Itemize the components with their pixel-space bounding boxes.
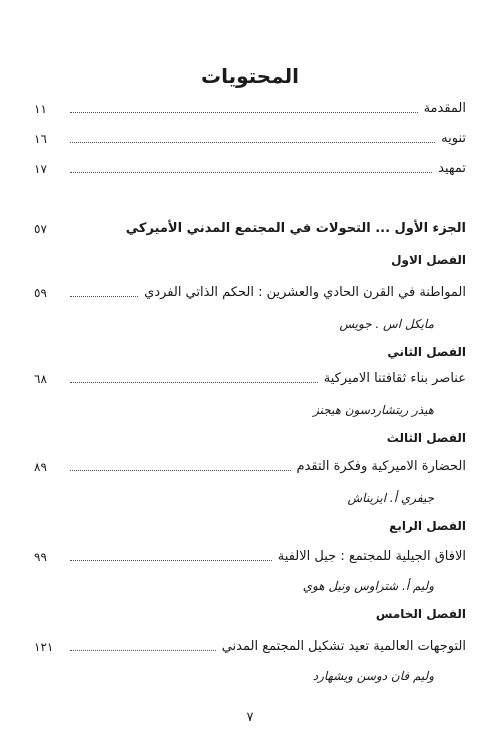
entry-label: الافاق الجيلية للمجتمع : جيل الالفية	[277, 549, 466, 564]
entry-page: ١١	[34, 102, 47, 116]
dot-leader	[70, 232, 120, 233]
toc-entry-introduction	[34, 96, 466, 118]
entry-label: التوجهات العالمية تعيد تشكيل المجتمع المدني	[221, 639, 466, 654]
entry-page: ١٧	[34, 162, 47, 176]
dot-leader	[70, 650, 216, 651]
chapter-heading: الفصل الاول	[391, 253, 466, 267]
chapter-heading: الفصل الرابع	[389, 519, 466, 533]
entry-label: تمهيد	[438, 161, 466, 176]
chapter-author: وليم فان دوسن ويشهارد	[312, 669, 434, 683]
toc-entry-chapter-5	[34, 634, 466, 656]
chapter-author: جيفري أ. ايزيناش	[347, 491, 434, 505]
dot-leader	[70, 142, 435, 143]
entry-label: الجزء الأول ... التحولات في المجتمع المدني الأميركي	[125, 221, 466, 236]
chapter-author: هيذر ريتشاردسون هيجنز	[313, 403, 434, 417]
dot-leader	[70, 470, 291, 471]
toc-entry-chapter-1	[34, 280, 466, 302]
entry-page: ٥٩	[34, 286, 47, 300]
dot-leader	[70, 382, 318, 383]
dot-leader	[70, 560, 272, 561]
dot-leader	[70, 296, 138, 297]
page-title: المحتويات	[200, 64, 299, 88]
toc-entry-chapter-2	[34, 366, 466, 388]
toc-entry-note	[34, 126, 466, 148]
chapter-heading: الفصل الثاني	[387, 345, 466, 359]
entry-label: عناصر بناء ثقافتنا الاميركية	[323, 371, 466, 386]
entry-label: تنويه	[441, 131, 466, 146]
entry-page: ٨٩	[34, 460, 47, 474]
page-number: ٧	[246, 710, 254, 725]
toc-entry-part-one	[34, 216, 466, 238]
chapter-heading: الفصل الخامس	[375, 607, 466, 621]
entry-label: المواطنة في القرن الحادي والعشرين : الحكم الذاتي الفردي	[144, 285, 466, 300]
entry-page: ٩٩	[34, 550, 47, 564]
entry-page: ١٦	[34, 132, 47, 146]
chapter-heading: الفصل الثالث	[386, 431, 466, 445]
chapter-author: وليم أ. شتراوس ونيل هوي	[302, 579, 434, 593]
dot-leader	[70, 172, 432, 173]
entry-page: ٥٧	[34, 222, 47, 236]
dot-leader	[70, 112, 418, 113]
entry-label: المقدمة	[423, 101, 466, 116]
entry-page: ١٢١	[34, 640, 54, 654]
entry-page: ٦٨	[34, 372, 47, 386]
toc-entry-preface	[34, 156, 466, 178]
toc-entry-chapter-4	[34, 544, 466, 566]
toc-entry-chapter-3	[34, 454, 466, 476]
chapter-author: مايكل اس . جويس	[339, 317, 434, 331]
entry-label: الحضارة الاميركية وفكرة التقدم	[296, 459, 466, 474]
